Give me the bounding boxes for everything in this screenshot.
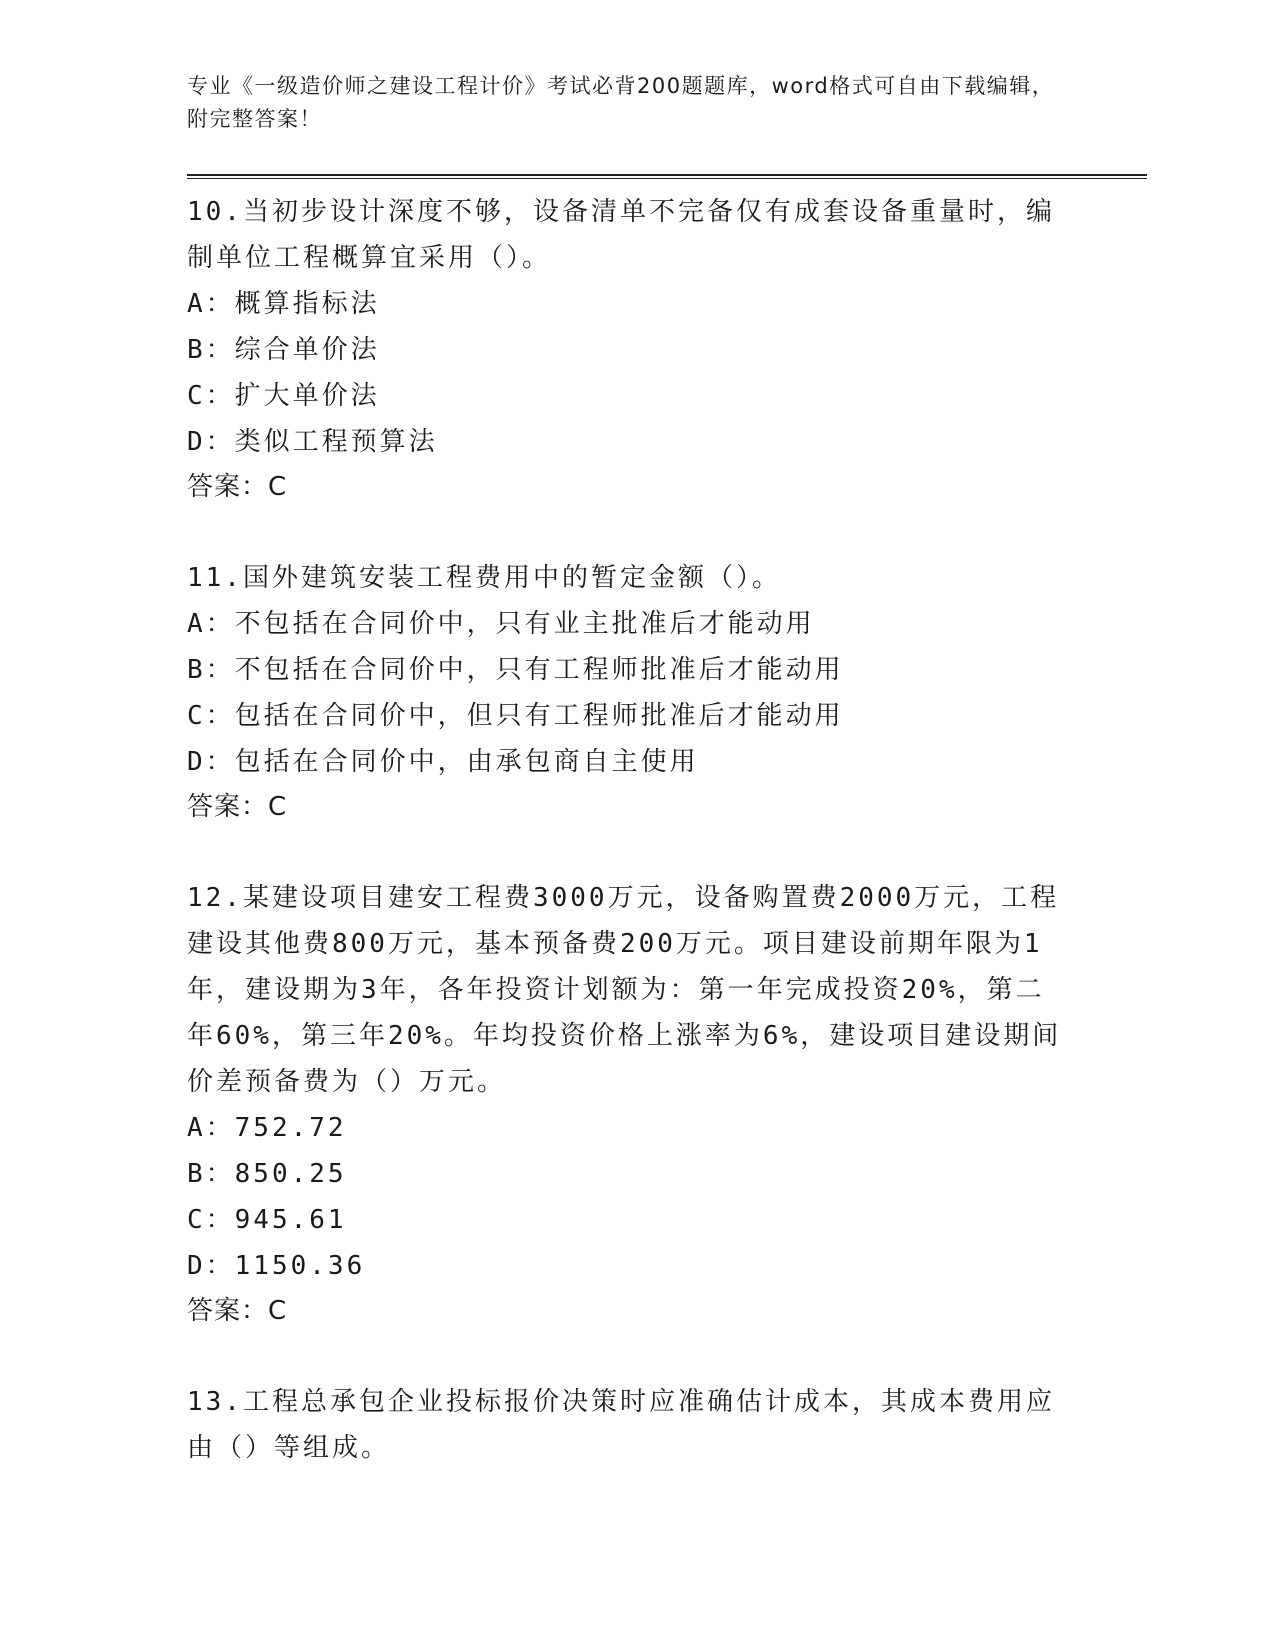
option-c: C：扩大单价法 xyxy=(187,381,380,411)
option-d: D：类似工程预算法 xyxy=(187,427,438,457)
option-c: C：945.61 xyxy=(187,1205,347,1235)
document-header: 专业《一级造价师之建设工程计价》考试必背200题题库，word格式可自由下载编辑，附完整答案！ xyxy=(187,74,1055,131)
option-b: B：850.25 xyxy=(187,1159,347,1189)
option-c: C：包括在合同价中，但只有工程师批准后才能动用 xyxy=(187,701,844,731)
answer-line: 答案：C xyxy=(187,1296,288,1326)
question-13 xyxy=(187,1379,1147,1471)
question-12 xyxy=(187,875,1147,1333)
option-d: D：包括在合同价中，由承包商自主使用 xyxy=(187,747,699,777)
document-page xyxy=(187,70,1147,1471)
question-11 xyxy=(187,555,1147,829)
header-divider xyxy=(187,174,1147,179)
question-stem: 12.某建设项目建安工程费3000万元，设备购置费2000万元，工程建设其他费800万元，基本预备费200万元。项目建设前期年限为1年，建设期为3年，各年投资计划额为：第一年完成投资20%，第二年60%，第三年20%。年均投资价格上涨率为6%，建设项目建设期间价差预备费为（）万元。 xyxy=(187,883,1062,1097)
option-d: D：1150.36 xyxy=(187,1251,366,1281)
question-stem: 10.当初步设计深度不够，设备清单不完备仅有成套设备重量时，编制单位工程概算宜采用（）。 xyxy=(187,197,1055,273)
question-stem: 11.国外建筑安装工程费用中的暂定金额（）。 xyxy=(187,563,781,593)
option-a: A：不包括在合同价中，只有业主批准后才能动用 xyxy=(187,609,815,639)
option-a: A：概算指标法 xyxy=(187,289,380,319)
answer-line: 答案：C xyxy=(187,472,288,502)
option-b: B：不包括在合同价中，只有工程师批准后才能动用 xyxy=(187,655,844,685)
answer-line: 答案：C xyxy=(187,792,288,822)
question-stem: 13.工程总承包企业投标报价决策时应准确估计成本，其成本费用应由（）等组成。 xyxy=(187,1387,1055,1463)
question-10 xyxy=(187,189,1147,509)
option-b: B：综合单价法 xyxy=(187,335,380,365)
option-a: A：752.72 xyxy=(187,1113,347,1143)
